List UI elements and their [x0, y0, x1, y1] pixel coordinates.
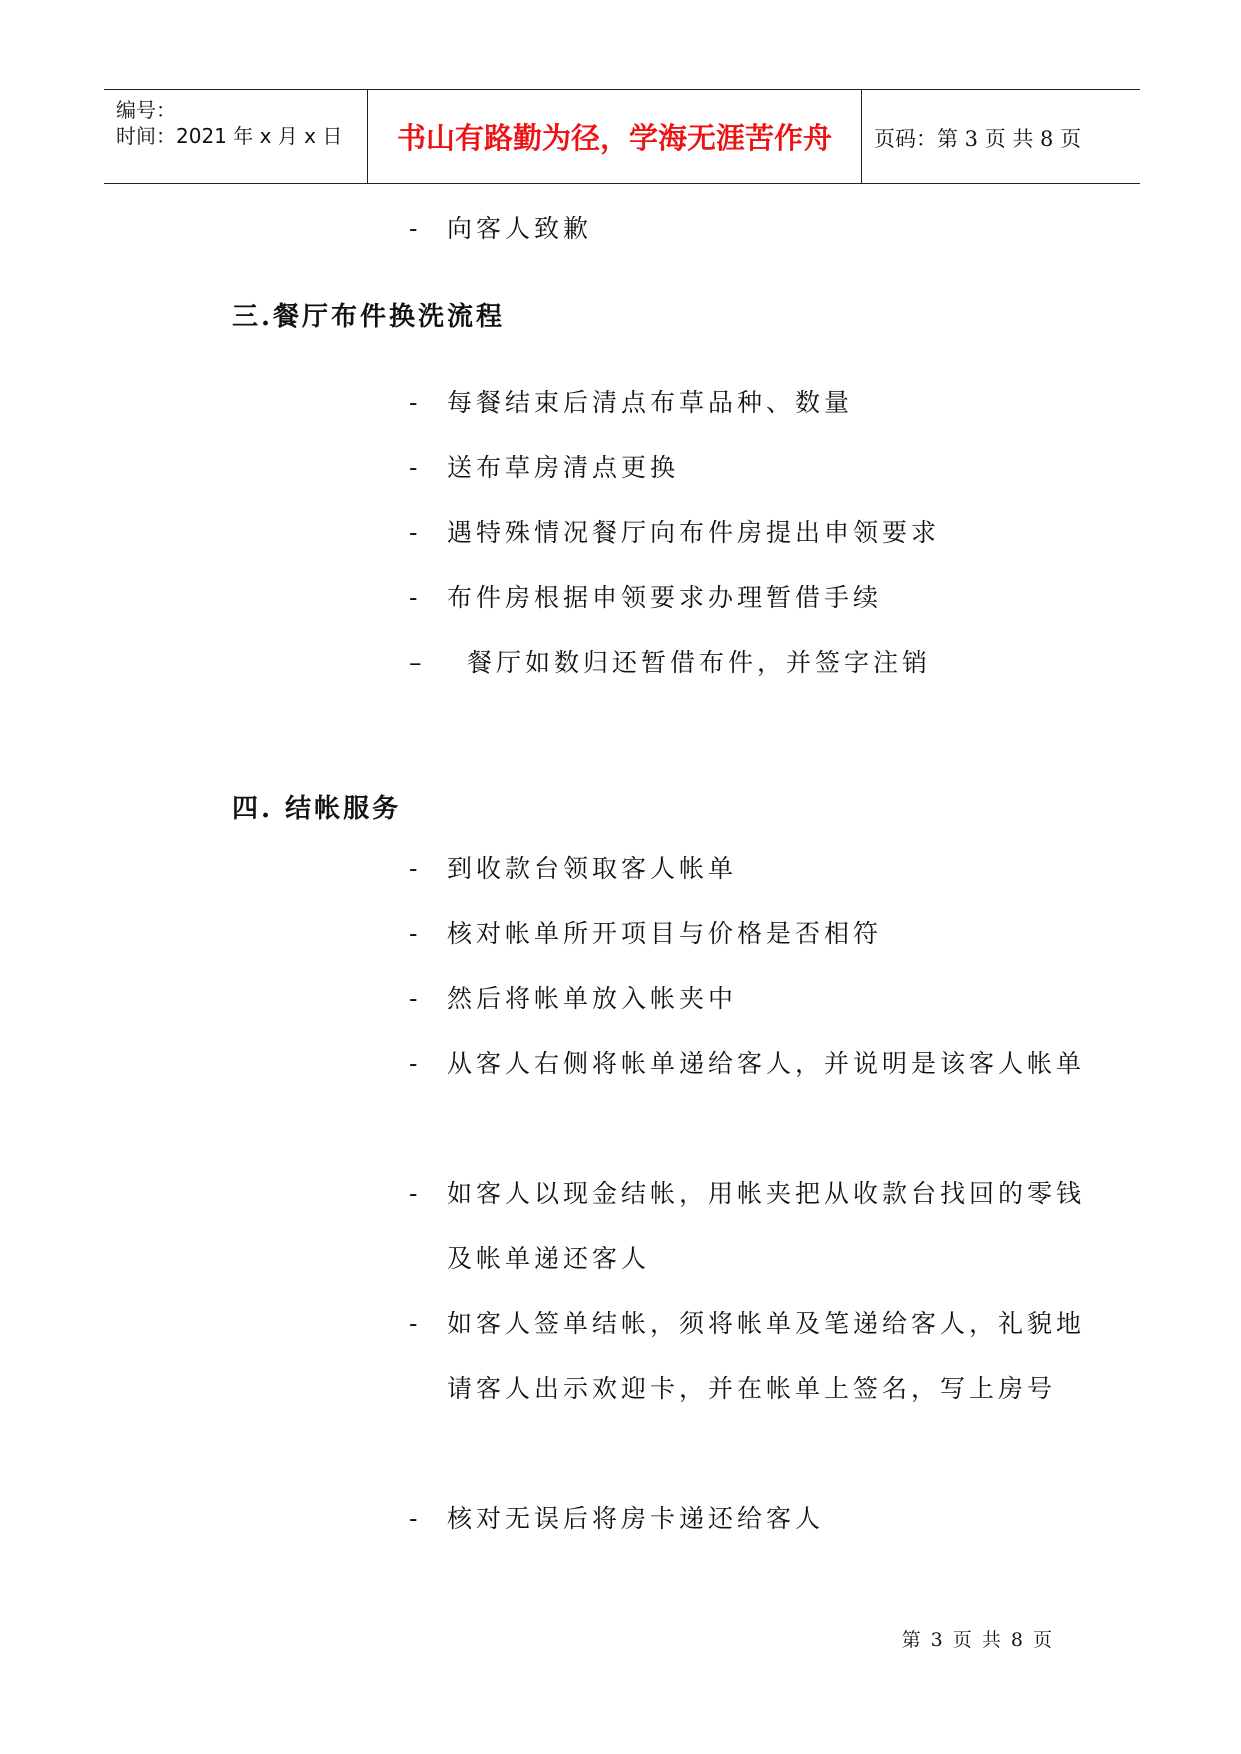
list-dash: - [409, 583, 422, 612]
list-item [409, 1031, 1089, 1096]
list-dash: - [409, 1309, 422, 1338]
list-item [409, 966, 1089, 1031]
list-item [409, 901, 1089, 966]
list-item [409, 1291, 1089, 1421]
list-item-text: 餐厅如数归还暂借布件，并签字注销 [467, 648, 932, 677]
header-motto: 书山有路勤为径，学海无涯苦作舟 [396, 121, 832, 155]
header-motto-cell [368, 90, 862, 183]
list-dash: - [409, 1049, 422, 1078]
list-dash: - [409, 388, 422, 417]
list-item-text: 核对无误后将房卡递还给客人 [447, 1504, 825, 1533]
list-dash: - [409, 453, 422, 482]
list-item [409, 370, 1089, 435]
list-item-text: 布件房根据申领要求办理暂借手续 [447, 583, 883, 612]
header-page-cell [862, 90, 1140, 183]
list-item [409, 1161, 1089, 1291]
list-item-text: 向客人致歉 [447, 214, 593, 243]
list-item-text: 遇特殊情况餐厅向布件房提出申领要求 [447, 518, 941, 547]
list-dash: - [409, 984, 422, 1013]
list-dash: - [409, 518, 422, 547]
list-item [409, 435, 1089, 500]
page-header [104, 89, 1140, 184]
document-time-label: 时间：2021 年 x 月 x 日 [116, 124, 343, 148]
list-item [409, 565, 1089, 630]
list-item-text: 从客人右侧将帐单递给客人，并说明是该客人帐单 [447, 1049, 1086, 1078]
header-page-info: 页码：第 3 页 共 8 页 [874, 127, 1082, 151]
page-footer: 第 3 页 共 8 页 [901, 1629, 1054, 1651]
section-heading: 三.餐厅布件换洗流程 [232, 302, 506, 332]
list-item [409, 196, 1089, 261]
list-item-text: 如客人以现金结帐，用帐夹把从收款台找回的零钱及帐单递还客人 [447, 1179, 1086, 1273]
list-item-text: 如客人签单结帐，须将帐单及笔递给客人，礼貌地请客人出示欢迎卡，并在帐单上签名，写上房号 [447, 1309, 1086, 1403]
list-dash: - [409, 1504, 422, 1533]
list-item-text: 到收款台领取客人帐单 [447, 854, 738, 883]
list-dash: - [409, 854, 422, 883]
list-dash: - [409, 214, 422, 243]
list-dash: - [409, 919, 422, 948]
list-item [409, 630, 1089, 695]
section-heading: 四. 结帐服务 [232, 794, 402, 824]
list-item-text: 送布草房清点更换 [447, 453, 680, 482]
list-dash: - [409, 1179, 422, 1208]
list-item [409, 500, 1089, 565]
list-dash: – [409, 648, 426, 677]
header-meta-cell [104, 90, 368, 183]
list-item [409, 1486, 1089, 1551]
list-item [409, 836, 1089, 901]
list-item-text: 然后将帐单放入帐夹中 [447, 984, 738, 1013]
list-item-text: 每餐结束后清点布草品种、数量 [447, 388, 854, 417]
list-item-text: 核对帐单所开项目与价格是否相符 [447, 919, 883, 948]
document-number-label: 编号： [116, 98, 176, 122]
